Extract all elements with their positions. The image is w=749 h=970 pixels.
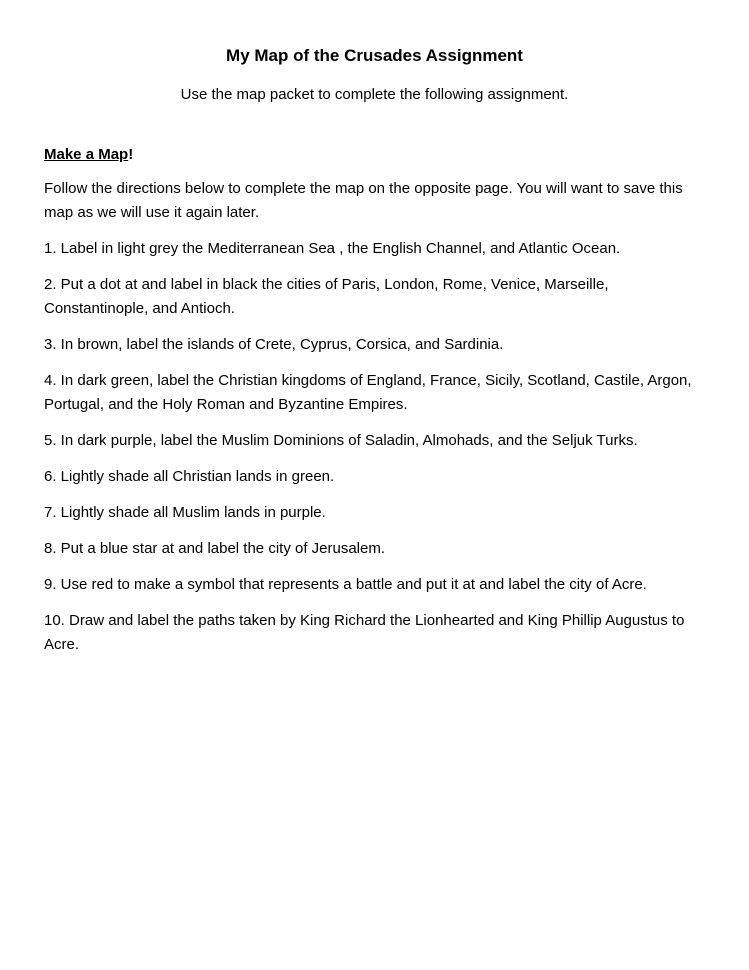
section-intro: Follow the directions below to complete the map on the opposite page. You will want to save this map as we will use it again later. <box>44 180 683 221</box>
instruction-item: 1. Label in light grey the Mediterranean Sea , the English Channel, and Atlantic Ocean. <box>44 240 621 257</box>
instruction-item: 8. Put a blue star at and label the city of Jerusalem. <box>44 540 386 557</box>
instruction-item: 4. In dark green, label the Christian kingdoms of England, France, Sicily, Scotland, Castile, Argon, Portugal, and the Holy Roman and Byzantine Empires. <box>44 372 692 413</box>
instruction-item: 6. Lightly shade all Christian lands in green. <box>44 468 335 485</box>
page-title: My Map of the Crusades Assignment <box>226 46 523 65</box>
make-a-map-section <box>44 143 705 669</box>
section-heading-suffix: ! <box>128 146 134 163</box>
instruction-item: 5. In dark purple, label the Muslim Dominions of Saladin, Almohads, and the Seljuk Turks. <box>44 432 638 449</box>
instruction-item: 10. Draw and label the paths taken by King Richard the Lionhearted and King Phillip Augustus to Acre. <box>44 612 685 653</box>
instruction-item: 7. Lightly shade all Muslim lands in purple. <box>44 504 326 521</box>
section-heading-text: Make a Map <box>44 146 129 163</box>
instruction-list <box>44 237 705 657</box>
instruction-item: 2. Put a dot at and label in black the cities of Paris, London, Rome, Venice, Marseille, Constantinople, and Antioch. <box>44 276 609 317</box>
page-subtitle: Use the map packet to complete the following assignment. <box>180 86 569 103</box>
instruction-item: 3. In brown, label the islands of Crete, Cyprus, Corsica, and Sardinia. <box>44 336 504 353</box>
section-heading <box>44 143 705 167</box>
instruction-item: 9. Use red to make a symbol that represents a battle and put it at and label the city of Acre. <box>44 576 647 593</box>
